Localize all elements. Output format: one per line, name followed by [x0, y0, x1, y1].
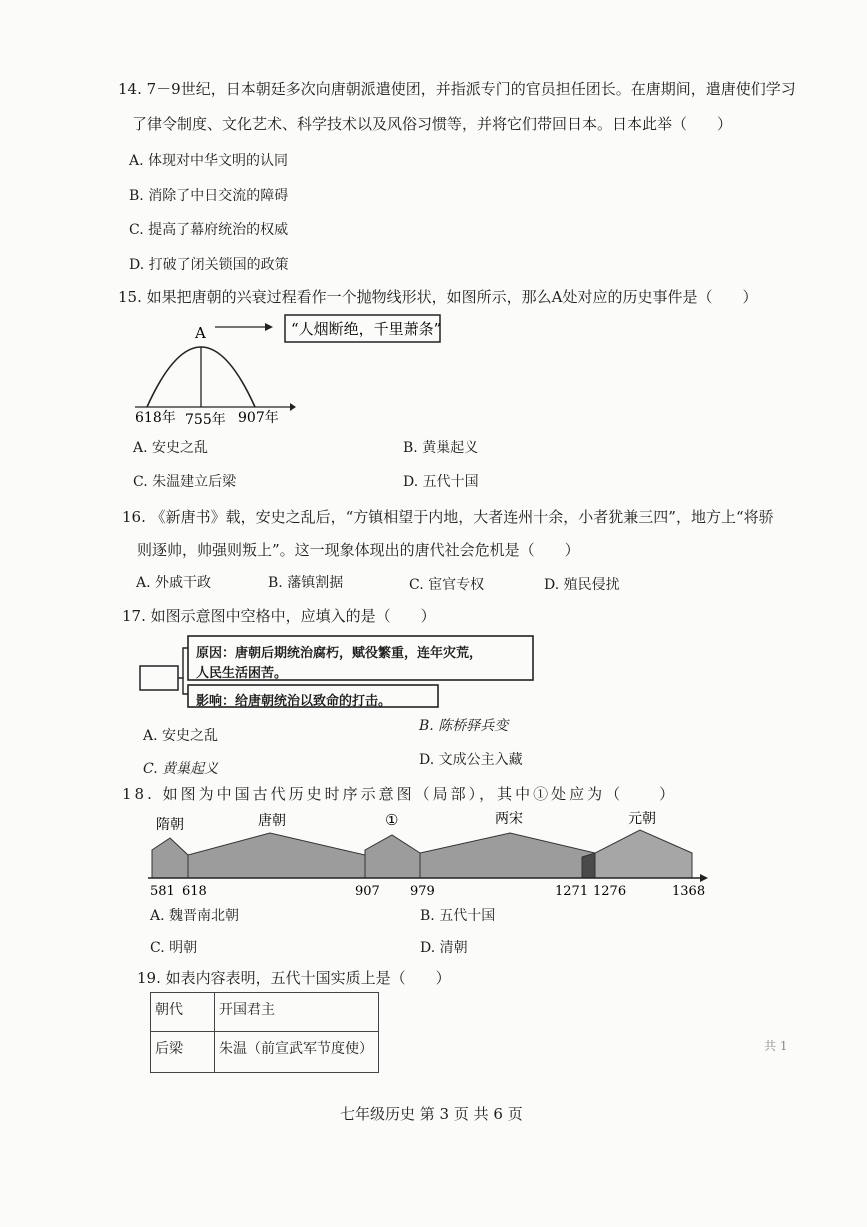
- q18-label-sui: 隋朝: [156, 817, 184, 833]
- q14-option-d: D. 打破了闭关锁国的政策: [129, 257, 289, 273]
- q15-tick-907: 907年: [238, 410, 279, 426]
- q15-peak-label: A: [195, 324, 206, 342]
- q14-stem-line1: 14. 7－9世纪，日本朝廷多次向唐朝派遣使团，并指派专门的官员担任团长。在唐期间，遣唐使们学习: [118, 80, 796, 98]
- q16-option-d: D. 殖民侵扰: [544, 577, 620, 593]
- q16-stem-line1: 16. 《新唐书》载，安史之乱后，“方镇相望于内地，大者连州十余，小者犹兼三四”，地方上“将骄: [122, 508, 774, 526]
- q18-yuan-block: [595, 830, 692, 878]
- q15-quote-text: “人烟断绝，千里萧条”: [291, 320, 442, 338]
- q18-year-618: 618: [182, 884, 207, 899]
- q17-option-b: B. 陈桥驿兵变: [419, 718, 509, 734]
- q14-option-c: C. 提高了幕府统治的权威: [129, 222, 289, 238]
- q17-option-c: C. 黄巢起义: [143, 761, 219, 777]
- q15-option-a: A. 安史之乱: [133, 440, 209, 456]
- q16-option-b: B. 藩镇割据: [268, 575, 344, 591]
- q19-stem: 19. 如表内容表明，五代十国实质上是（ ）: [137, 969, 451, 987]
- q15-stem: 15. 如果把唐朝的兴衰过程看作一个抛物线形状，如图所示，那么A处对应的历史事件是（ ）: [118, 288, 758, 306]
- q18-tang-block: [188, 833, 365, 878]
- q18-sui-block: [152, 838, 188, 878]
- q18-label-song: 两宋: [495, 811, 523, 827]
- q18-song-block: [420, 833, 595, 878]
- q14-stem-line2: 了律令制度、文化艺术、科学技术以及风俗习惯等，并将它们带回日本。日本此举（ ）: [132, 115, 733, 133]
- q18-year-1368: 1368: [672, 884, 706, 899]
- q18-option-b: B. 五代十国: [420, 908, 496, 924]
- q18-year-1271: 1271: [555, 884, 589, 899]
- q18-option-a: A. 魏晋南北朝: [150, 908, 240, 924]
- q17-option-a: A. 安史之乱: [143, 728, 219, 744]
- q17-effect-text: 影响：给唐朝统治以致命的打击。: [196, 694, 392, 709]
- q15-parabola-figure: [125, 312, 455, 427]
- q18-year-581: 581: [150, 884, 175, 899]
- q17-blank-box: [140, 666, 178, 690]
- q16-option-a: A. 外戚干政: [136, 575, 212, 591]
- q16-option-c: C. 宦官专权: [409, 577, 485, 593]
- q18-year-907: 907: [355, 884, 380, 899]
- table-row: [151, 1032, 379, 1073]
- q19-table: [150, 992, 379, 1073]
- q17-option-d: D. 文成公主入藏: [419, 752, 523, 768]
- q19-cell-dynasty: 后梁: [151, 1032, 215, 1073]
- q15-tick-755: 755年: [185, 412, 226, 427]
- q15-axis-arrow: [290, 403, 296, 411]
- q15-option-b: B. 黄巢起义: [403, 440, 479, 456]
- q19-cell-founder: 朱温（前宣武军节度使）: [215, 1032, 379, 1073]
- q15-pointer-arrowhead: [265, 323, 273, 331]
- q17-stem: 17. 如图示意图中空格中，应填入的是（ ）: [122, 607, 436, 625]
- q15-option-d: D. 五代十国: [403, 474, 479, 490]
- q19-header-dynasty: 朝代: [151, 993, 215, 1032]
- q18-option-c: C. 明朝: [150, 940, 198, 956]
- q19-header-founder: 开国君主: [215, 993, 379, 1032]
- q18-stem: 18. 如图为中国古代历史时序示意图（局部），其中①处应为（ ）: [122, 785, 678, 803]
- q14-option-a: A. 体现对中华文明的认同: [129, 153, 289, 169]
- margin-note: 共 1: [764, 1039, 788, 1053]
- q18-option-d: D. 清朝: [420, 940, 468, 956]
- q15-tick-618: 618年: [135, 410, 176, 426]
- q16-stem-line2: 则逐帅，帅强则叛上”。这一现象体现出的唐代社会危机是（ ）: [137, 541, 580, 559]
- q18-unknown-block: [365, 835, 420, 878]
- q14-option-b: B. 消除了中日交流的障碍: [129, 188, 289, 204]
- q18-label-tang: 唐朝: [258, 813, 286, 829]
- q17-cause-line1: 原因：唐朝后期统治腐朽，赋役繁重，连年灾荒，: [196, 646, 483, 661]
- q17-cause-line2: 人民生活困苦。: [196, 666, 288, 681]
- page-footer: 七年级历史 第 3 页 共 6 页: [340, 1105, 523, 1123]
- q18-year-979: 979: [410, 884, 435, 899]
- table-row: [151, 993, 379, 1032]
- q17-bracket-top: [178, 648, 188, 678]
- q15-option-c: C. 朱温建立后梁: [133, 474, 237, 490]
- q18-axis-arrow: [700, 874, 708, 882]
- q18-label-circle-1: ①: [385, 811, 399, 829]
- q18-label-yuan: 元朝: [628, 811, 656, 827]
- q18-year-1276: 1276: [593, 884, 627, 899]
- q18-timeline-figure: [140, 805, 715, 900]
